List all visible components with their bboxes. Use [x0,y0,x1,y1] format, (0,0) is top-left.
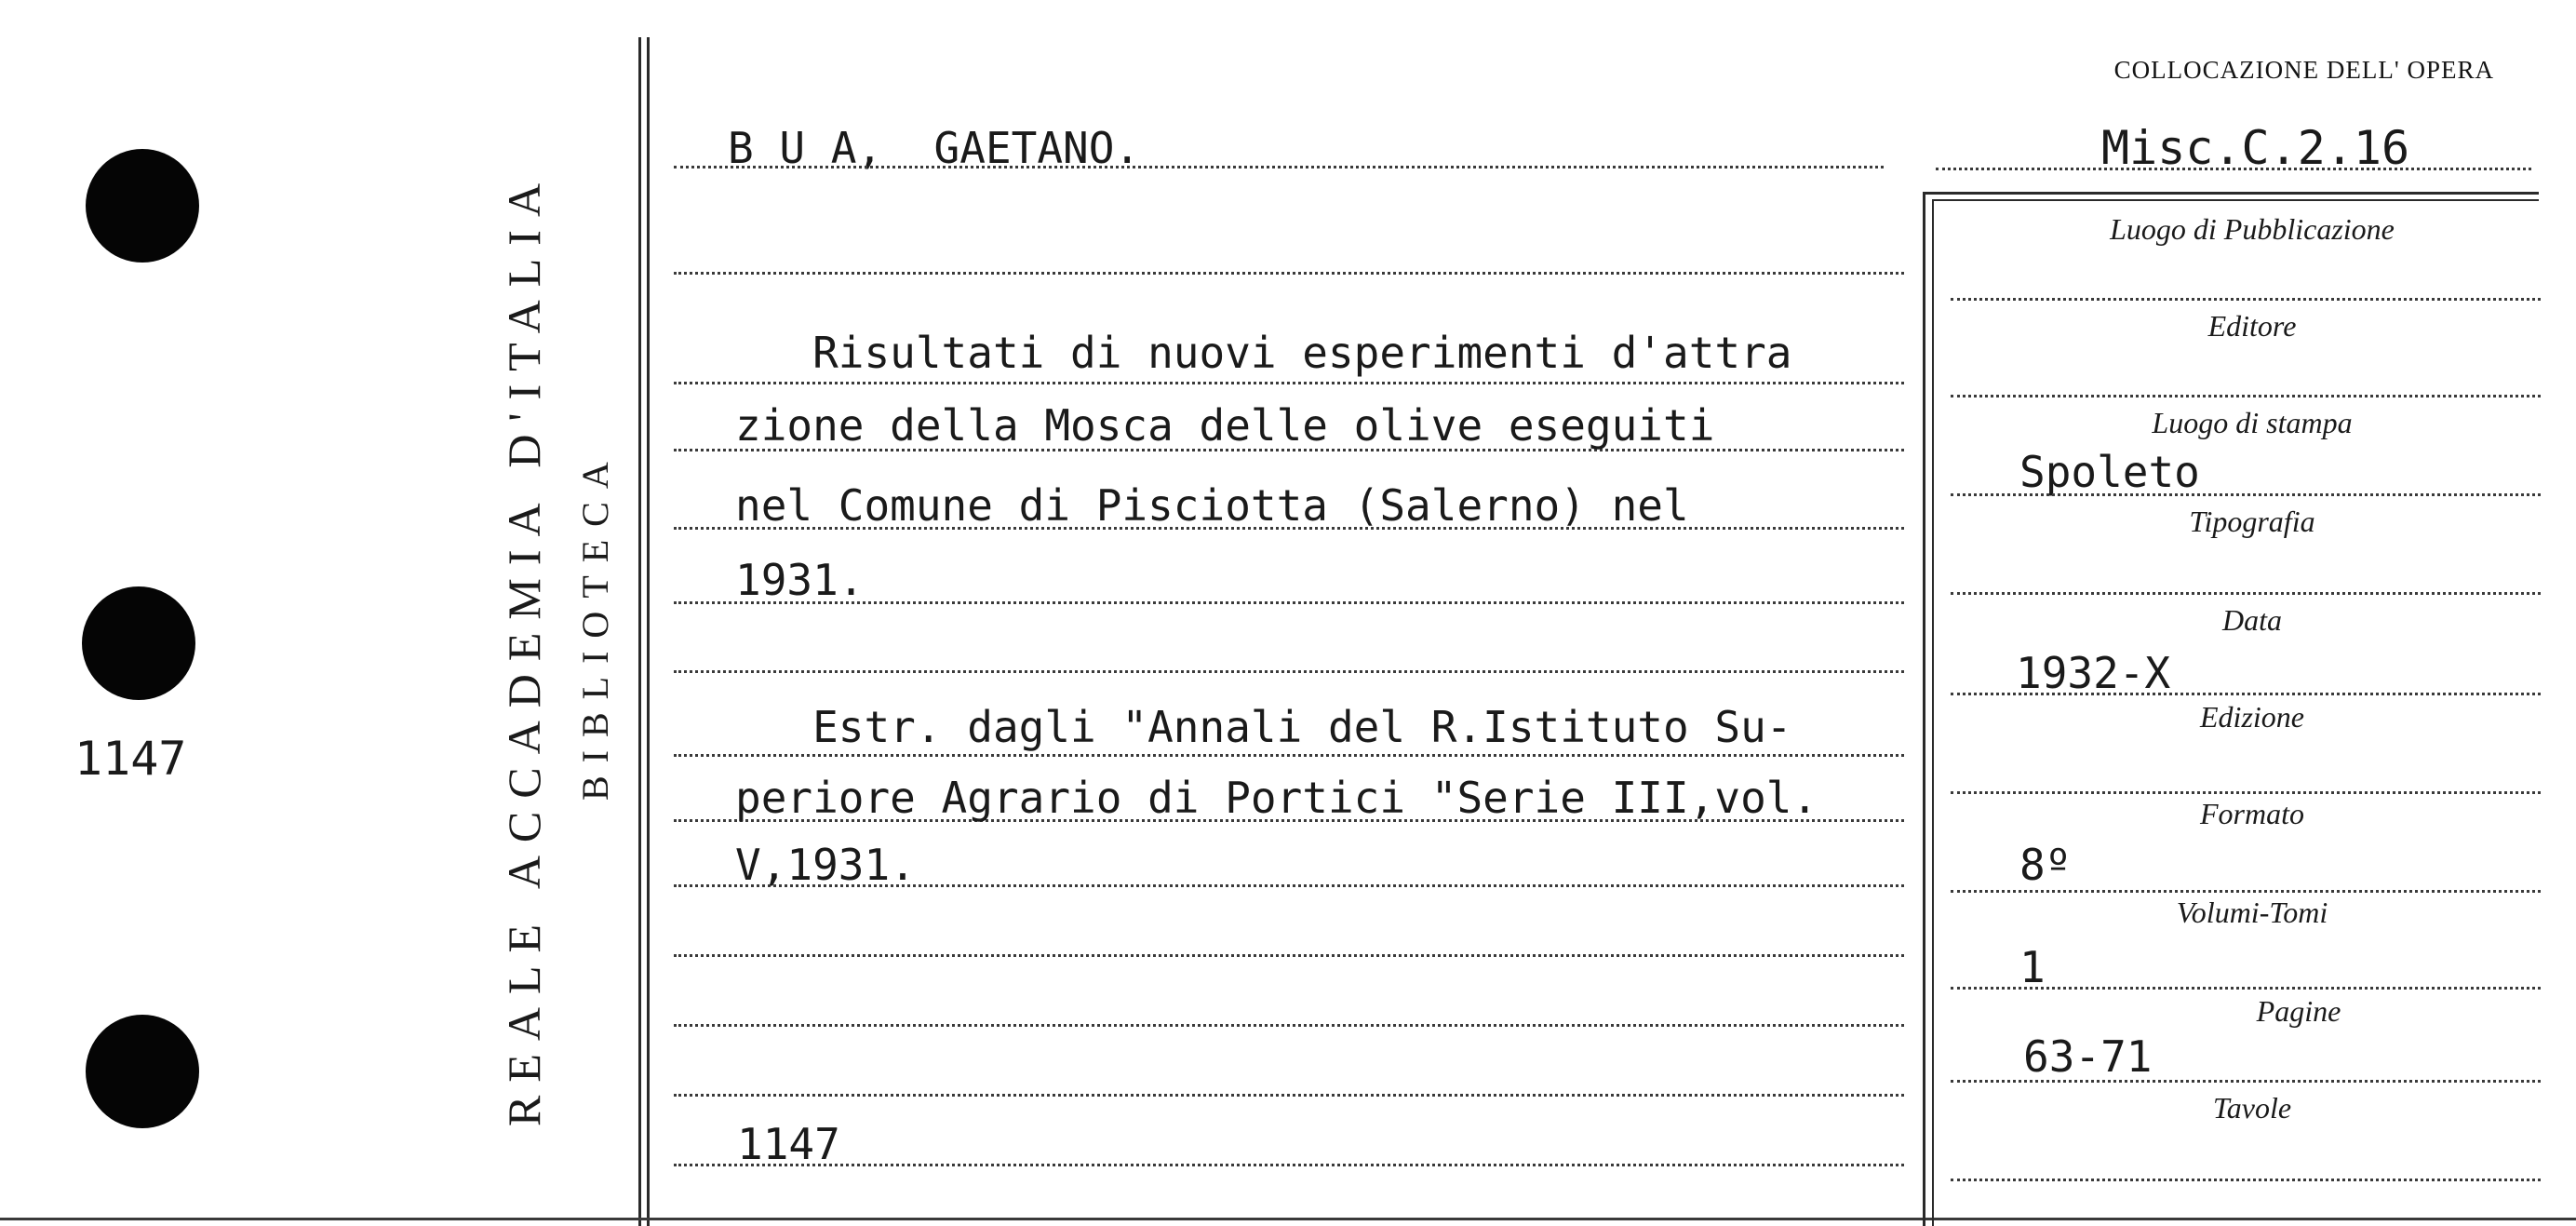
left-card-number: 1147 [74,732,187,786]
punch-hole-top [86,149,199,263]
field-label-data: Data [2222,603,2282,637]
ruled-line [1951,693,2541,695]
source-line: periore Agrario di Portici "Serie III,vol. [735,773,1818,823]
field-value-volumi-tomi: 1 [2019,942,2046,992]
author-name: B U A, GAETANO. [728,123,1141,173]
source-line: Estr. dagli "Annali del R.Istituto Su- [735,702,1792,752]
field-value-formato: 8º [2019,840,2072,890]
ruled-line [674,1094,1904,1097]
ruled-line [1951,987,2541,990]
ruled-line [674,166,1884,168]
ruled-line [1951,395,2541,397]
ruled-line [1951,791,2541,794]
punch-hole-middle [82,586,195,700]
margin-rule-inner [647,37,650,1226]
card-bottom-edge [0,1218,2576,1220]
title-line: Risultati di nuovi esperimenti d'attra [735,328,1792,378]
field-label-luogo-pubblicazione: Luogo di Pubblicazione [2110,212,2395,246]
bottom-card-number: 1147 [737,1119,840,1169]
field-value-pagine: 63-71 [2023,1031,2153,1082]
field-label-volumi-tomi: Volumi-Tomi [2176,896,2328,929]
title-line: 1931. [735,555,865,605]
margin-rule-outer [638,37,641,1226]
ruled-line [674,754,1904,757]
ruled-line [674,1164,1904,1166]
shelfmark: Misc.C.2.16 [2101,121,2410,175]
field-label-formato: Formato [2200,797,2304,830]
source-line: V,1931. [735,840,916,890]
punch-hole-bottom [86,1015,199,1128]
details-box-top-rule-2 [1932,199,2539,201]
field-label-luogo-stampa: Luogo di stampa [2152,406,2353,439]
ruled-line [1936,168,2531,170]
title-line: zione della Mosca delle olive eseguiti [735,400,1715,451]
field-label-edizione: Edizione [2200,700,2304,734]
ruled-line [1951,592,2541,595]
field-label-tipografia: Tipografia [2189,505,2315,538]
ruled-line [1951,493,2541,496]
field-value-data: 1932-X [2016,648,2171,698]
field-value-luogo-stampa: Spoleto [2019,447,2200,497]
details-box-left-rule [1923,192,1925,1226]
location-header: COLLOCAZIONE DELL' OPERA [2113,56,2494,84]
field-label-pagine: Pagine [2256,994,2341,1028]
ruled-line [674,382,1904,384]
field-label-tavole: Tavole [2212,1091,2292,1125]
ruled-line [1951,1080,2541,1083]
ruled-line [674,954,1904,957]
field-label-editore: Editore [2207,309,2297,343]
library-name: BIBLIOTECA [574,449,616,801]
ruled-line [674,1024,1904,1027]
title-line: nel Comune di Pisciotta (Salerno) nel [735,480,1689,531]
ruled-line [1951,1179,2541,1181]
ruled-line [1951,890,2541,893]
ruled-line [674,670,1904,673]
institution-name: REALE ACCADEMIA D'ITALIA [498,169,550,1126]
ruled-line [674,272,1904,275]
details-box-left-rule-2 [1932,199,1934,1226]
ruled-line [1951,298,2541,301]
details-box-top-rule [1923,192,2539,195]
